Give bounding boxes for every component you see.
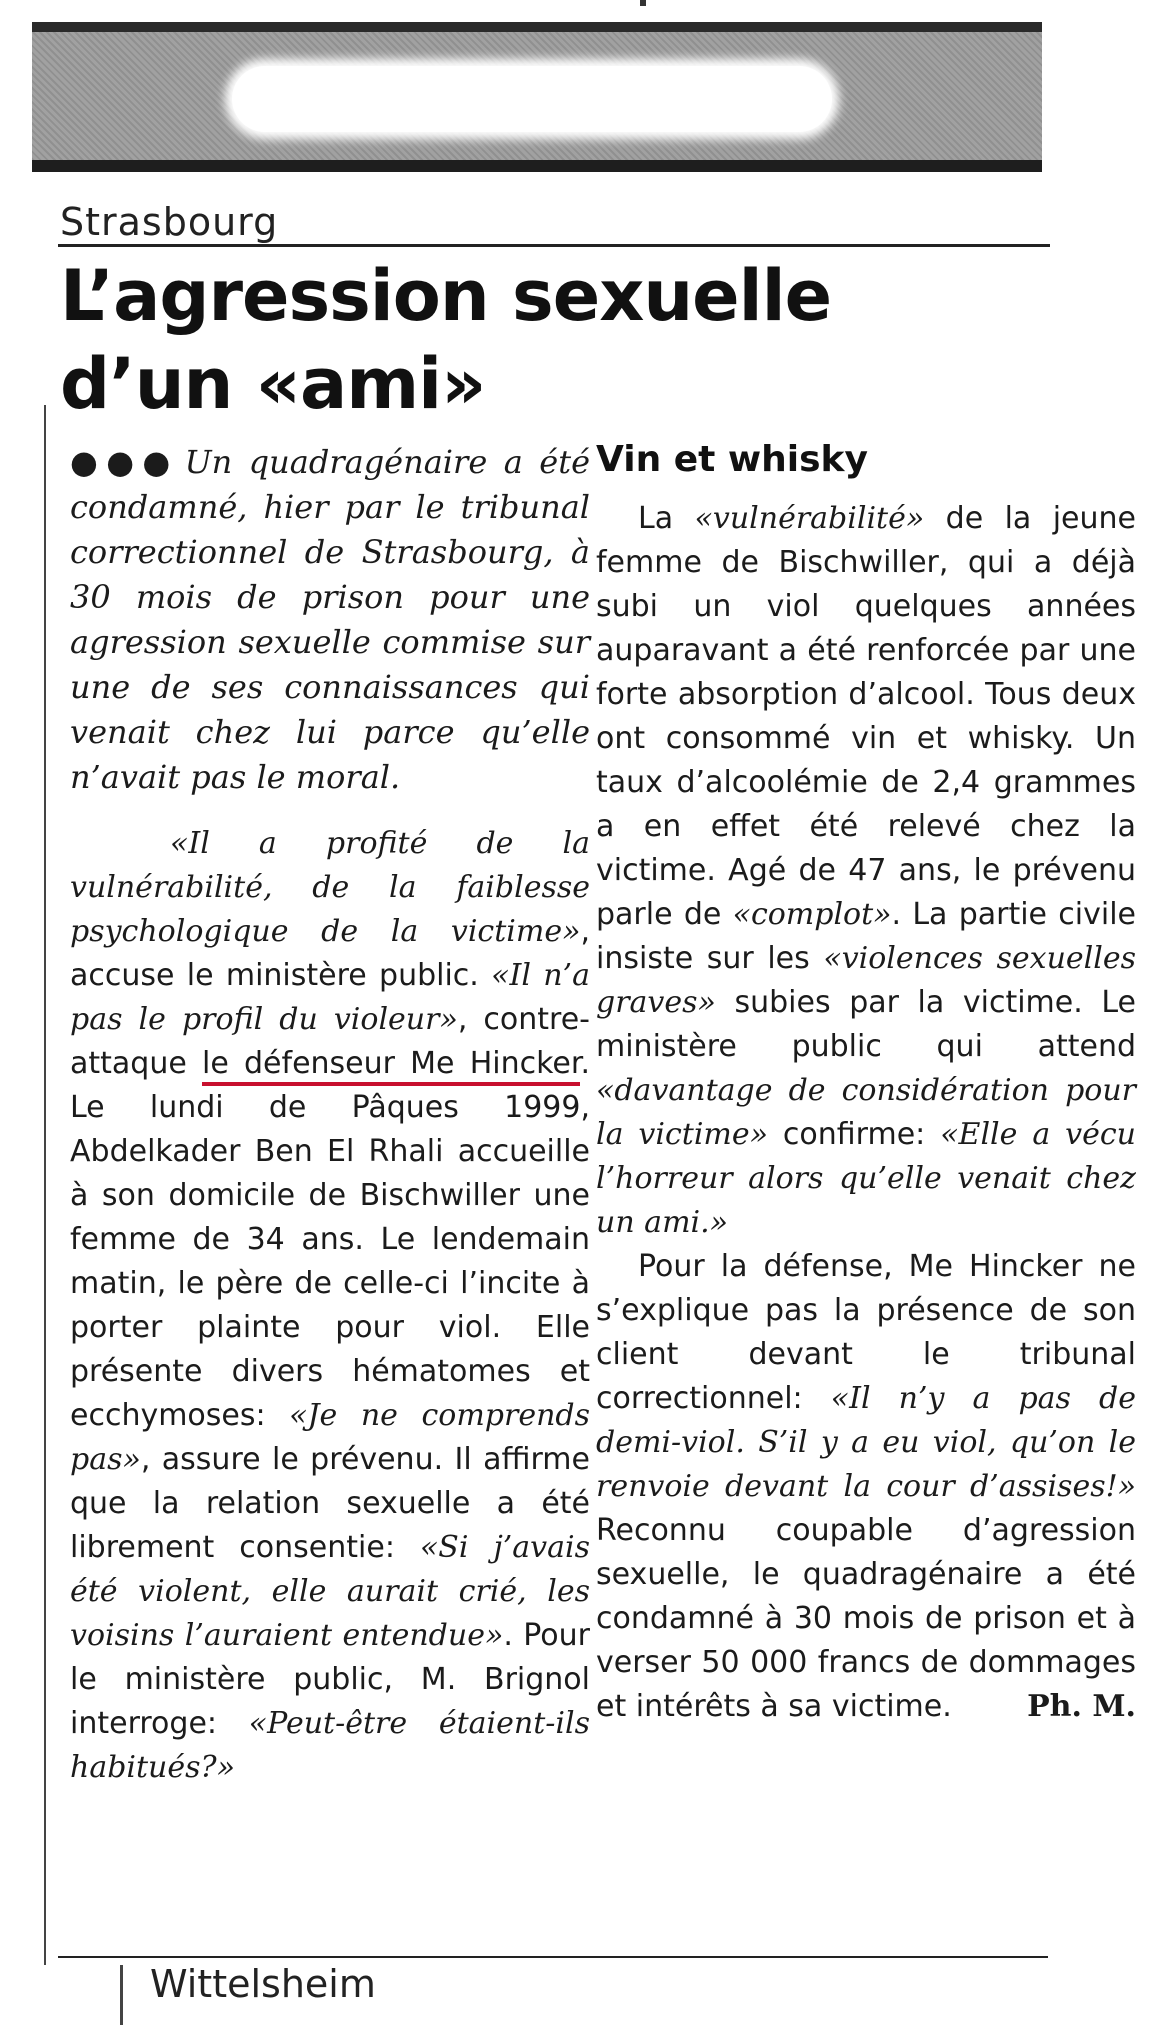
body-text: Reconnu coupable d’agression sexuelle, le quadragénaire a été condamné à 30 mois de prison et à verser 50 000 francs de dommages et intérêts à sa victime. bbox=[596, 1513, 1136, 1724]
lead-paragraph bbox=[70, 440, 590, 800]
quote: «Il n’y a pas de demi-viol. S’il y a eu viol, qu’on le renvoie devant la cour d’assises!» bbox=[596, 1381, 1136, 1504]
redaction-mark bbox=[232, 66, 832, 132]
scan-speck bbox=[640, 0, 646, 6]
body-text: , accuse le ministère public. bbox=[70, 914, 590, 993]
section-rule bbox=[58, 244, 1050, 247]
quote: «vulnérabilité» bbox=[694, 501, 925, 536]
body-text: Pour la défense, Me Hincker ne s’explique pas la présence de son client devant le tribunal correctionnel: bbox=[596, 1249, 1136, 1416]
author-signature: Ph. M. bbox=[1027, 1689, 1136, 1724]
article-column-right bbox=[596, 440, 1136, 1729]
quote: «Si j’avais été violent, elle aurait crié, les voisins l’auraient entendue» bbox=[70, 1530, 590, 1653]
quote: «violences sexuelles graves» bbox=[596, 941, 1136, 1020]
quote: «davantage de considération pour la victime» bbox=[596, 1073, 1136, 1152]
article-column-left bbox=[70, 440, 590, 1790]
body-text: . La partie civile insiste sur les bbox=[596, 897, 1136, 976]
body-text: subies par la victime. Le ministère public qui attend bbox=[596, 985, 1136, 1064]
body-paragraph-right-1 bbox=[596, 497, 1136, 1245]
banner-top-rule bbox=[32, 22, 1042, 32]
quote: «Je ne comprends pas» bbox=[70, 1398, 591, 1477]
quote: «Il a profité de la vulnérabilité, de la faiblesse psychologique de la victime» bbox=[70, 826, 590, 949]
body-text: confirme: bbox=[767, 1117, 941, 1152]
next-section-label: Wittelsheim bbox=[150, 1962, 376, 2006]
body-text: La bbox=[638, 501, 695, 536]
body-paragraph-right-2 bbox=[596, 1245, 1136, 1729]
body-text: , assure le prévenu. Il affirme que la relation sexuelle a été librement consentie: bbox=[70, 1442, 590, 1565]
redacted-banner bbox=[32, 22, 1042, 172]
quote: «Il n’a pas le profil du violeur» bbox=[70, 958, 590, 1037]
subheading: Vin et whisky bbox=[596, 439, 868, 480]
footer-margin-rule bbox=[120, 1965, 123, 2025]
section-label: Strasbourg bbox=[60, 200, 279, 244]
column-rule bbox=[44, 405, 46, 1965]
lead-text: Un quadragénaire a été condamné, hier par le tribunal correctionnel de Strasbourg, à 30 mois de prison pour une agression sexuelle commise sur une de ses connaissances qui venait chez lui parce qu’elle n’avait pas le moral. bbox=[70, 443, 590, 796]
body-text: , contre-attaque bbox=[70, 1002, 590, 1081]
banner-bottom-rule bbox=[32, 160, 1042, 172]
quote: «Elle a vécu l’horreur alors qu’elle venait chez un ami.» bbox=[596, 1117, 1136, 1240]
footer-rule bbox=[58, 1956, 1048, 1958]
body-text: . Le lundi de Pâques 1999, Abdelkader Ben El Rhali accueille à son domicile de Bischwiller une femme de 34 ans. Le lendemain matin, le père de celle-ci l’incite à porter plainte pour viol. Elle présente divers hématomes et ecchymoses: bbox=[70, 1046, 591, 1433]
quote: «complot» bbox=[732, 897, 892, 932]
body-text: . Pour le ministère public, M. Brignol interroge: bbox=[70, 1618, 591, 1741]
headline-line-1: L’agression sexuelle bbox=[60, 255, 832, 337]
body-text: de la jeune femme de Bischwiller, qui a déjà subi un viol quelques années auparavant a été renforcée par une forte absorption d’alcool. Tous deux ont consommé vin et whisky. Un taux d’alcoolémie de 2,4 grammes a en effet été relevé chez la victime. Agé de 47 ans, le prévenu parle de bbox=[596, 501, 1136, 932]
headline-line-2: d’un «ami» bbox=[60, 343, 486, 425]
body-paragraph-left bbox=[70, 822, 590, 1790]
headline bbox=[60, 252, 1060, 428]
bullet-dots-icon: ●●● bbox=[70, 443, 179, 481]
underlined-defender-name: le défenseur Me Hincker bbox=[202, 1046, 580, 1086]
quote: «Peut-être étaient-ils habitués?» bbox=[70, 1706, 590, 1785]
